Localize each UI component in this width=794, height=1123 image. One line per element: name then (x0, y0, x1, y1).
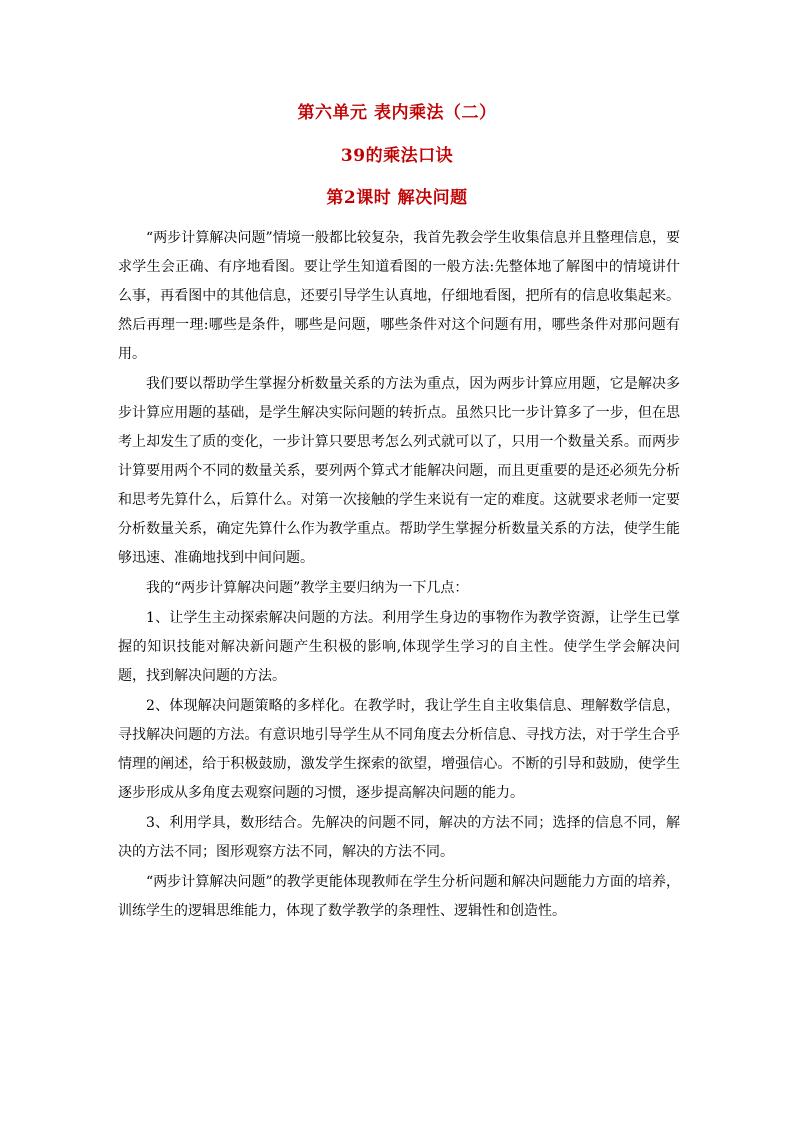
paragraph-point-3: 3、利用学具，数形结合。先解决的问题不同，解决的方法不同；选择的信息不同，解决的方法不同；图形观察方法不同，解决的方法不同。 (118, 815, 680, 860)
title-block (0, 102, 794, 209)
paragraph-point-2: 2、体现解决问题策略的多样化。在教学时，我让学生自主收集信息、理解数学信息，寻找解决问题的方法。有意识地引导学生从不同角度去分析信息、寻找方法，对于学生合乎情理的阐述，给于积极鼓励，激发学生探索的欲望，增强信心。不断的引导和鼓励，使学生逐步形成从多角度去观察问题的习惯，逐步提高解决问题的能力。 (118, 698, 680, 801)
paragraph-focus: 我们要以帮助学生掌握分析数量关系的方法为重点，因为两步计算应用题，它是解决多步计算应用题的基础，是学生解决实际问题的转折点。虽然只比一步计算多了一步，但在思考上却发生了质的变化，一步计算只要思考怎么列式就可以了，只用一个数量关系。而两步计算要用两个不同的数量关系，要列两个算式才能解决问题，而且更重要的是还必须先分析和思考先算什么，后算什么。对第一次接触的学生来说有一定的难度。这就要求老师一定要分析数量关系，确定先算什么作为教学重点。帮助学生掌握分析数量关系的方法，使学生能够迅速、准确地找到中间问题。 (118, 376, 680, 566)
lesson-title: 39的乘法口诀 (340, 146, 454, 166)
paragraph-conclusion: “两步计算解决问题”的教学更能体现教师在学生分析问题和解决问题能力方面的培养，训练学生的逻辑思维能力，体现了数学教学的条理性、逻辑性和创造性。 (118, 874, 680, 919)
paragraph-summary-lead: 我的“两步计算解决问题”教学主要归纳为一下几点： (146, 580, 469, 596)
paragraph-point-1: 1、让学生主动探索解决问题的方法。利用学生身边的事物作为教学资源，让学生已掌握的知识技能对解决新问题产生积极的影响,体现学生学习的自主性。使学生学会解决问题，找到解决问题的方法。 (118, 610, 680, 684)
paragraph-intro: “两步计算解决问题”情境一般都比较复杂，我首先教会学生收集信息并且整理信息，要求学生会正确、有序地看图。要让学生知道看图的一般方法:先整体地了解图中的情境讲什么事，再看图中的其他信息，还要引导学生认真地，仔细地看图，把所有的信息收集起来。然后再理一理:哪些是条件，哪些是问题，哪些条件对这个问题有用，哪些条件对那问题有用。 (118, 230, 680, 362)
body-text (118, 224, 680, 927)
period-title: 第2课时 解决问题 (326, 188, 468, 208)
unit-title: 第六单元 表内乘法（二） (297, 103, 497, 123)
